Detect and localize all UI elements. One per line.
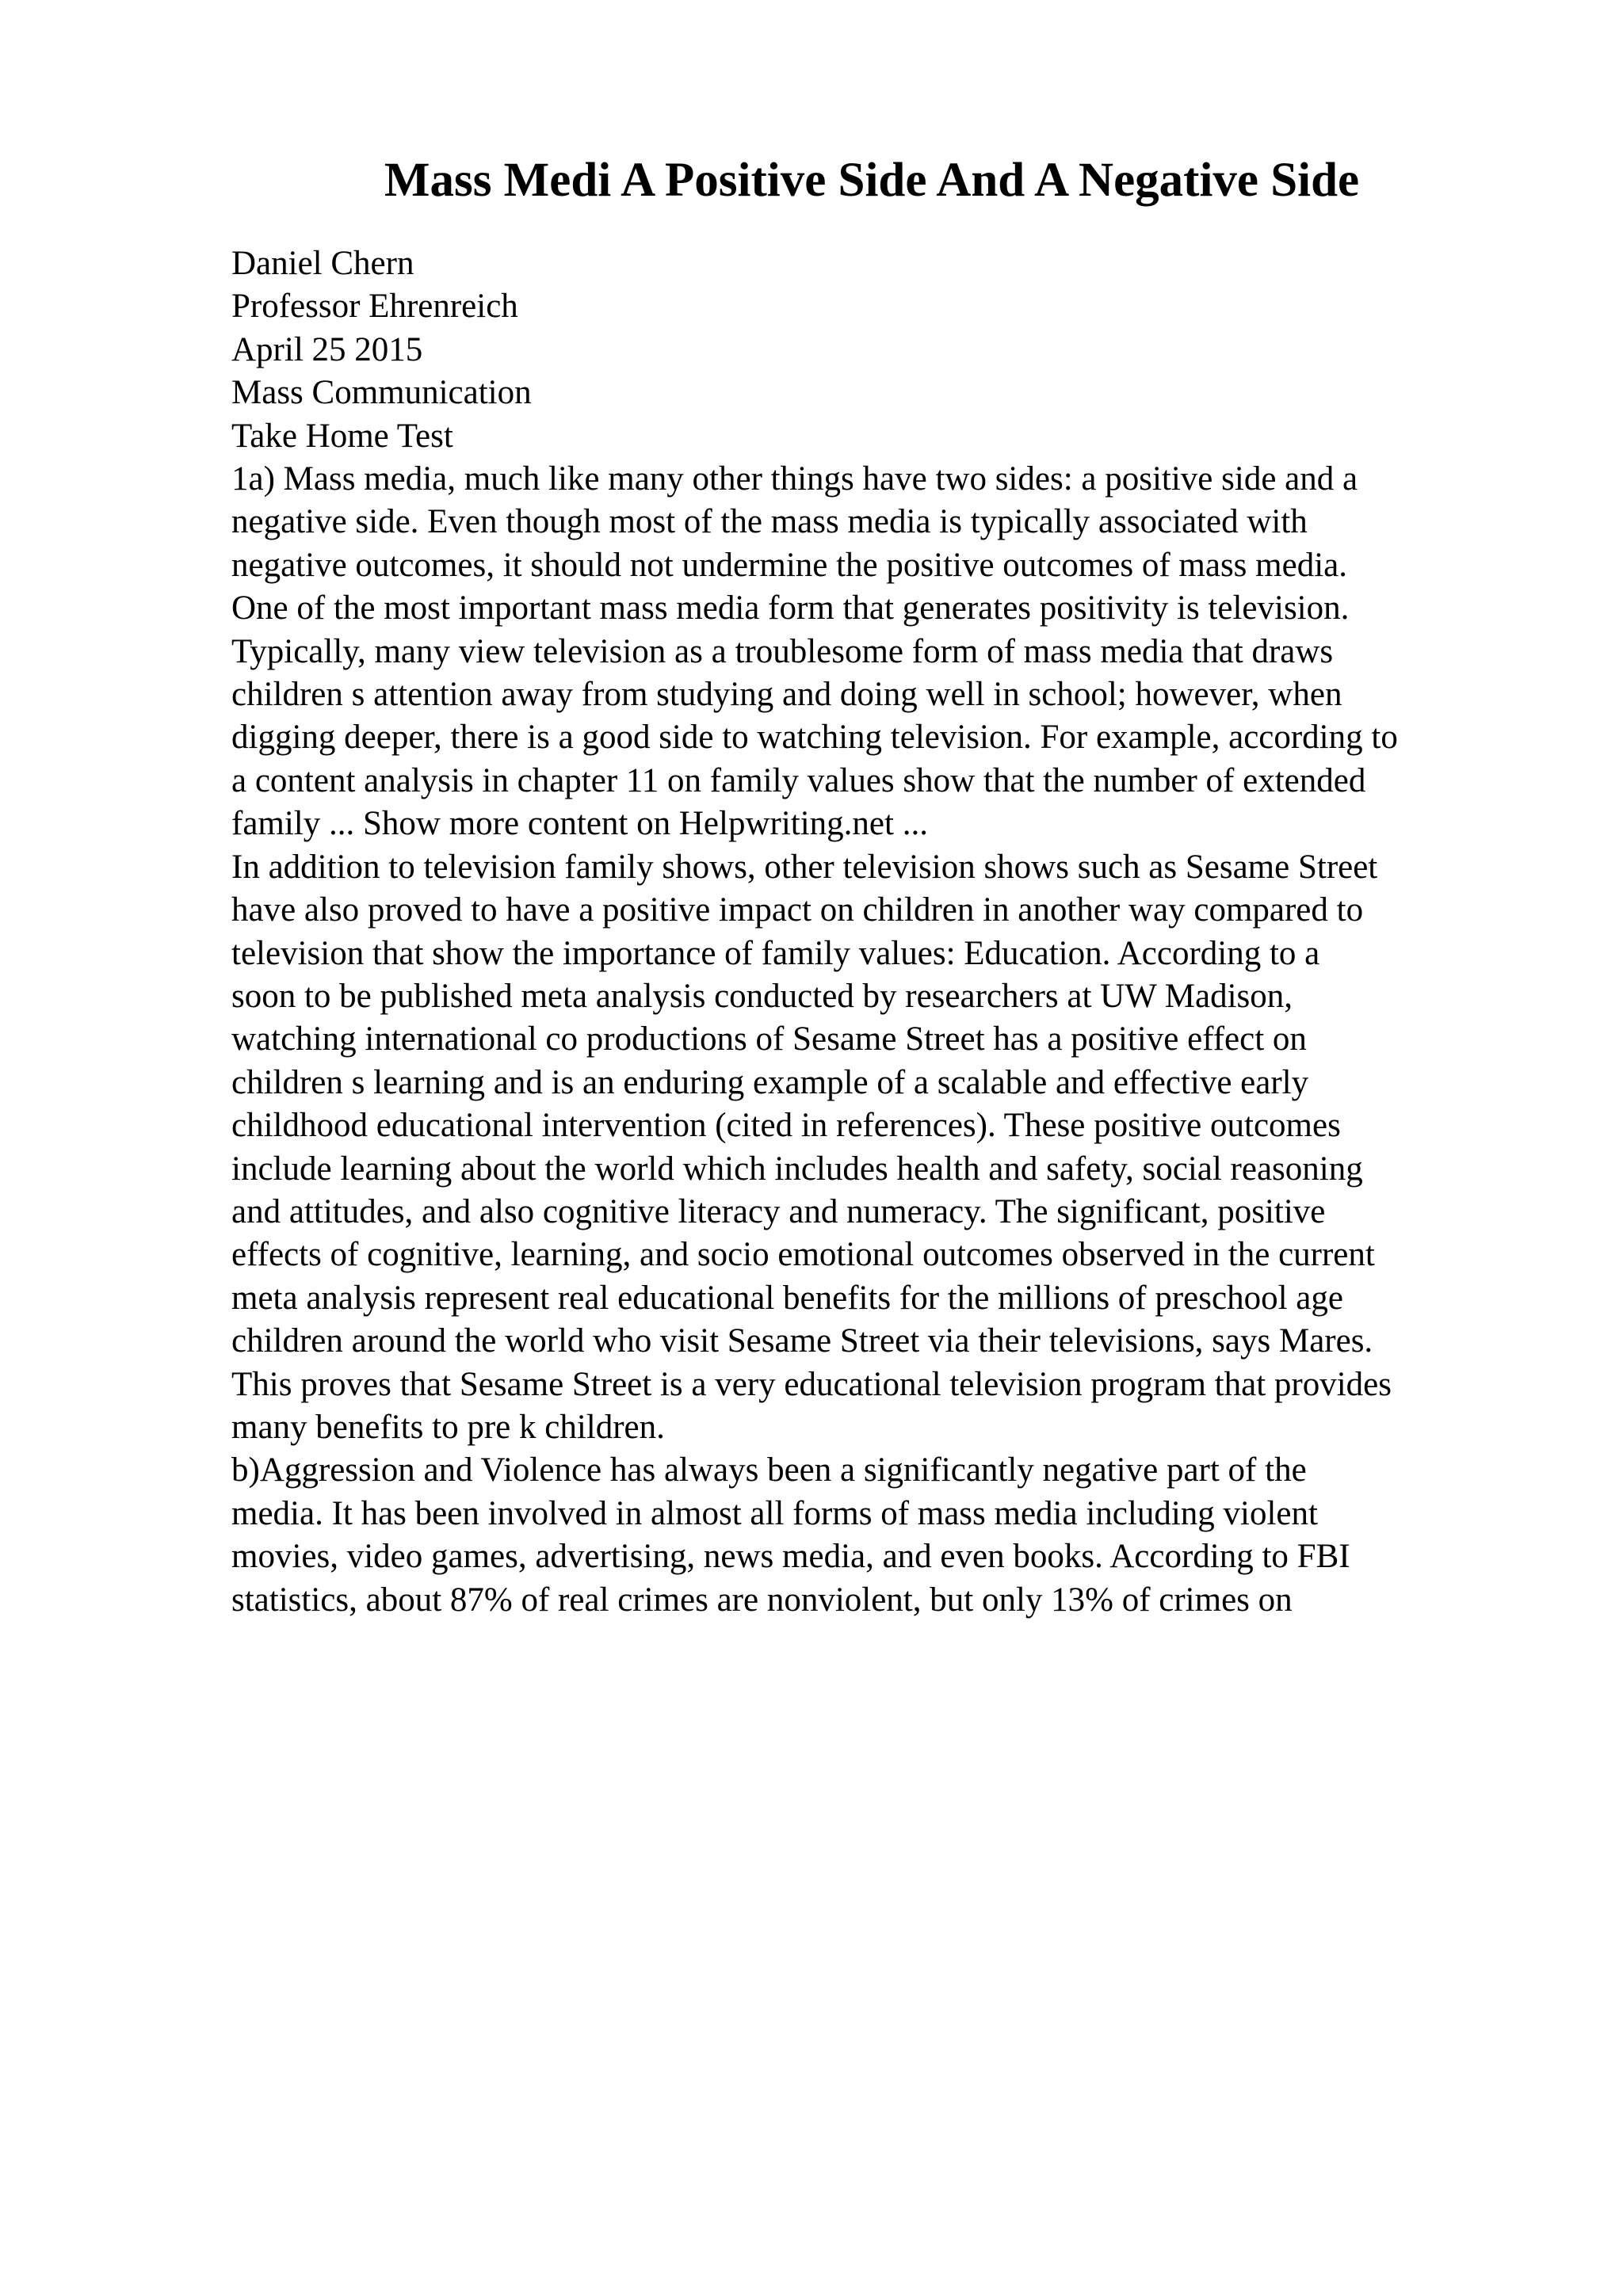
author-name: Daniel Chern	[231, 245, 414, 282]
body-line: television that show the importance of family values: Education. According to a	[231, 934, 1320, 972]
professor-name: Professor Ehrenreich	[231, 288, 518, 326]
body-line: statistics, about 87% of real crimes are nonviolent, but only 13% of crimes on	[231, 1581, 1293, 1619]
body-line: One of the most important mass media form that generates positivity is television.	[231, 589, 1350, 627]
body-line: 1a) Mass media, much like many other things have two sides: a positive side and a	[231, 460, 1358, 498]
body-line: negative outcomes, it should not undermine the positive outcomes of mass media.	[231, 546, 1347, 584]
body-line: have also proved to have a positive impact on children in another way compared to	[231, 891, 1364, 929]
body-line: digging deeper, there is a good side to watching television. For example, according to	[231, 719, 1398, 757]
show-more-line: family ... Show more content on Helpwriting.net ...	[231, 805, 928, 843]
body-line: childhood educational intervention (cited in references). These positive outcomes	[231, 1107, 1341, 1145]
document-body	[231, 242, 1531, 1622]
body-line: effects of cognitive, learning, and socio emotional outcomes observed in the current	[231, 1236, 1375, 1274]
body-line: Typically, many view television as a troublesome form of mass media that draws	[231, 632, 1334, 670]
body-line: soon to be published meta analysis conducted by researchers at UW Madison,	[231, 977, 1293, 1015]
body-line: include learning about the world which includes health and safety, social reasoning	[231, 1150, 1363, 1188]
document-date: April 25 2015	[231, 330, 423, 368]
body-line: many benefits to pre k children.	[231, 1408, 665, 1446]
document-title: Mass Medi A Positive Side And A Negative Side	[384, 154, 1360, 207]
course-name: Mass Communication	[231, 374, 532, 412]
body-line: meta analysis represent real educational benefits for the millions of preschool age	[231, 1279, 1343, 1317]
body-line: children s learning and is an enduring example of a scalable and effective early	[231, 1063, 1309, 1101]
body-line: This proves that Sesame Street is a very educational television program that provides	[231, 1365, 1392, 1403]
assignment-name: Take Home Test	[231, 417, 453, 455]
body-line: watching international co productions of Sesame Street has a positive effect on	[231, 1020, 1307, 1058]
body-line: media. It has been involved in almost all forms of mass media including violent	[231, 1494, 1318, 1532]
body-line: movies, video games, advertising, news media, and even books. According to FBI	[231, 1538, 1350, 1576]
body-line: children around the world who visit Sesame Street via their televisions, says Mares.	[231, 1322, 1373, 1360]
body-line: and attitudes, and also cognitive literacy and numeracy. The significant, positive	[231, 1192, 1326, 1230]
body-line: children s attention away from studying and doing well in school; however, when	[231, 676, 1342, 714]
body-line: a content analysis in chapter 11 on family values show that the number of extended	[231, 761, 1366, 799]
body-line: negative side. Even though most of the mass media is typically associated with	[231, 503, 1308, 541]
body-line: In addition to television family shows, other television shows such as Sesame Street	[231, 848, 1378, 886]
body-line: b)Aggression and Violence has always been a significantly negative part of the	[231, 1451, 1307, 1489]
